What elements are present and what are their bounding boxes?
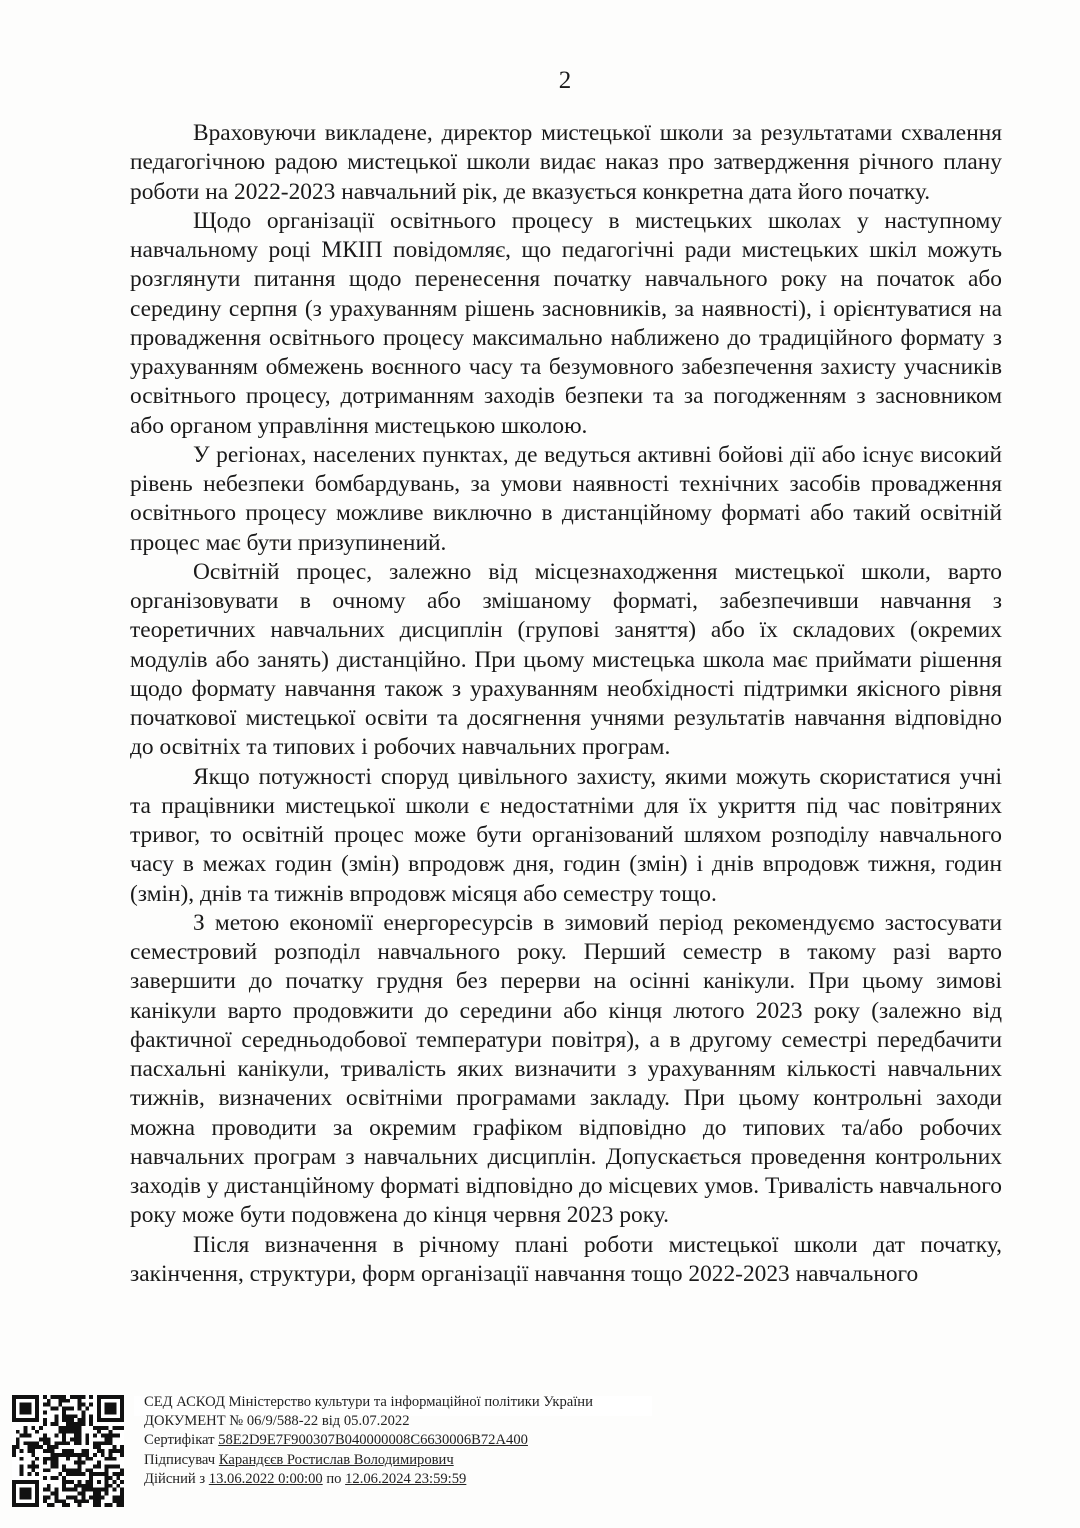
letter-body [130,119,1002,1289]
stamp-certificate-label: Сертифікат [144,1432,219,1449]
stamp-validity [144,1470,844,1489]
stamp-signer-label: Підписувач [144,1451,219,1468]
stamp-system: СЕД АСКОД Міністерство культури та інформаційної політики України [144,1394,593,1410]
qr-code-icon [12,1395,124,1507]
paragraph-5: Якщо потужності споруд цивільного захисту, якими можуть скористатися учні та працівники мистецької школи є недостатніми для їх укриття під час повітряних тривог, то освітній процес може бути організований шляхом розподілу навчального часу в межах годин (змін) впродовж дня, годин (змін) і днів впродовж тижня, годин (змін), днів та тижнів впродовж місяця або семестру тощо. [130,763,1002,907]
digital-signature-stamp [144,1393,844,1489]
paragraph-1: Враховуючи викладене, директор мистецької школи за результатами схвалення педагогічною радою мистецької школи видає наказ про затвердження річного плану роботи на 2022-2023 навчальний рік, де вказується конкретна дата його початку. [130,120,1002,205]
paragraph-4: Освітній процес, залежно від місцезнаходження мистецької школи, варто організовувати в очному або змішаному форматі, забезпечивши навчання з теоретичних навчальних дисциплін (групові заняття) або їх складових (окремих модулів або занять) дистанційно. При цьому мистецька школа має приймати рішення щодо формату навчання також з урахуванням необхідності підтримки якісного рівня початкової мистецької освіти та досягнення учнями результатів навчання відповідно до освітніх та типових і робочих навчальних програм. [130,558,1002,761]
stamp-certificate [144,1431,844,1450]
stamp-valid-from: 13.06.2022 0:00:00 [208,1470,323,1487]
paragraph-2: Щодо організації освітнього процесу в мистецьких школах у наступному навчальному році МКІП повідомляє, що педагогічні ради мистецьких шкіл можуть розглянути питання щодо перенесення початку навчального року на початок або середину серпня (з урахуванням рішень засновників, за наявності), і орієнтуватися на провадження освітнього процесу максимально наближено до традиційного формату з урахуванням обмежень воєнного часу та безумовного забезпечення захисту учасників освітнього процесу, дотриманням заходів безпеки та за погодженням з засновником або органом управління мистецькою школою. [130,207,1002,439]
page-number: 2 [558,67,572,94]
stamp-document: ДОКУМЕНТ № 06/9/588-22 від 05.07.2022 [144,1413,410,1430]
stamp-signer-value: Карандєєв Ростислав Володимирович [218,1451,454,1468]
stamp-valid-label: Дійсний з [144,1470,209,1487]
paragraph-7: Після визначення в річному плані роботи мистецької школи дат початку, закінчення, структури, форм організації навчання тощо 2022-2023 навчального [130,1231,1002,1287]
stamp-signer [144,1451,844,1470]
stamp-valid-mid: по [322,1470,346,1487]
stamp-valid-to: 12.06.2024 23:59:59 [345,1470,467,1487]
paragraph-3: У регіонах, населених пунктах, де ведуться активні бойові дії або існує високий рівень небезпеки бомбардувань, за умови наявності технічних засобів провадження освітнього процесу можливе виключно в дистанційному форматі або такий освітній процес має бути призупинений. [130,441,1002,556]
stamp-certificate-value: 58E2D9E7F900307B040000008C6630006B72A400 [218,1432,528,1449]
paragraph-6: З метою економії енергоресурсів в зимовий період рекомендуємо застосувати семестровий розподіл навчального року. Перший семестр в такому разі варто завершити до початку грудня без перерви на осінні канікули. При цьому зимові канікули варто продовжити до середини або кінця лютого 2023 року (залежно від фактичної середньодобової температури повітря), а в другому семестрі передбачити пасхальні канікули, тривалість яких визначити з урахуванням кількості навчальних тижнів, визначених освітніми програмами закладу. При цьому контрольні заходи можна проводити за окремим графіком відповідно до типових та/або робочих навчальних програм з навчальних дисциплін. Допускається проведення контрольних заходів у дистанційному форматі відповідно до місцевих умов. Тривалість навчального року може бути подовжена до кінця червня 2023 року. [130,909,1002,1229]
